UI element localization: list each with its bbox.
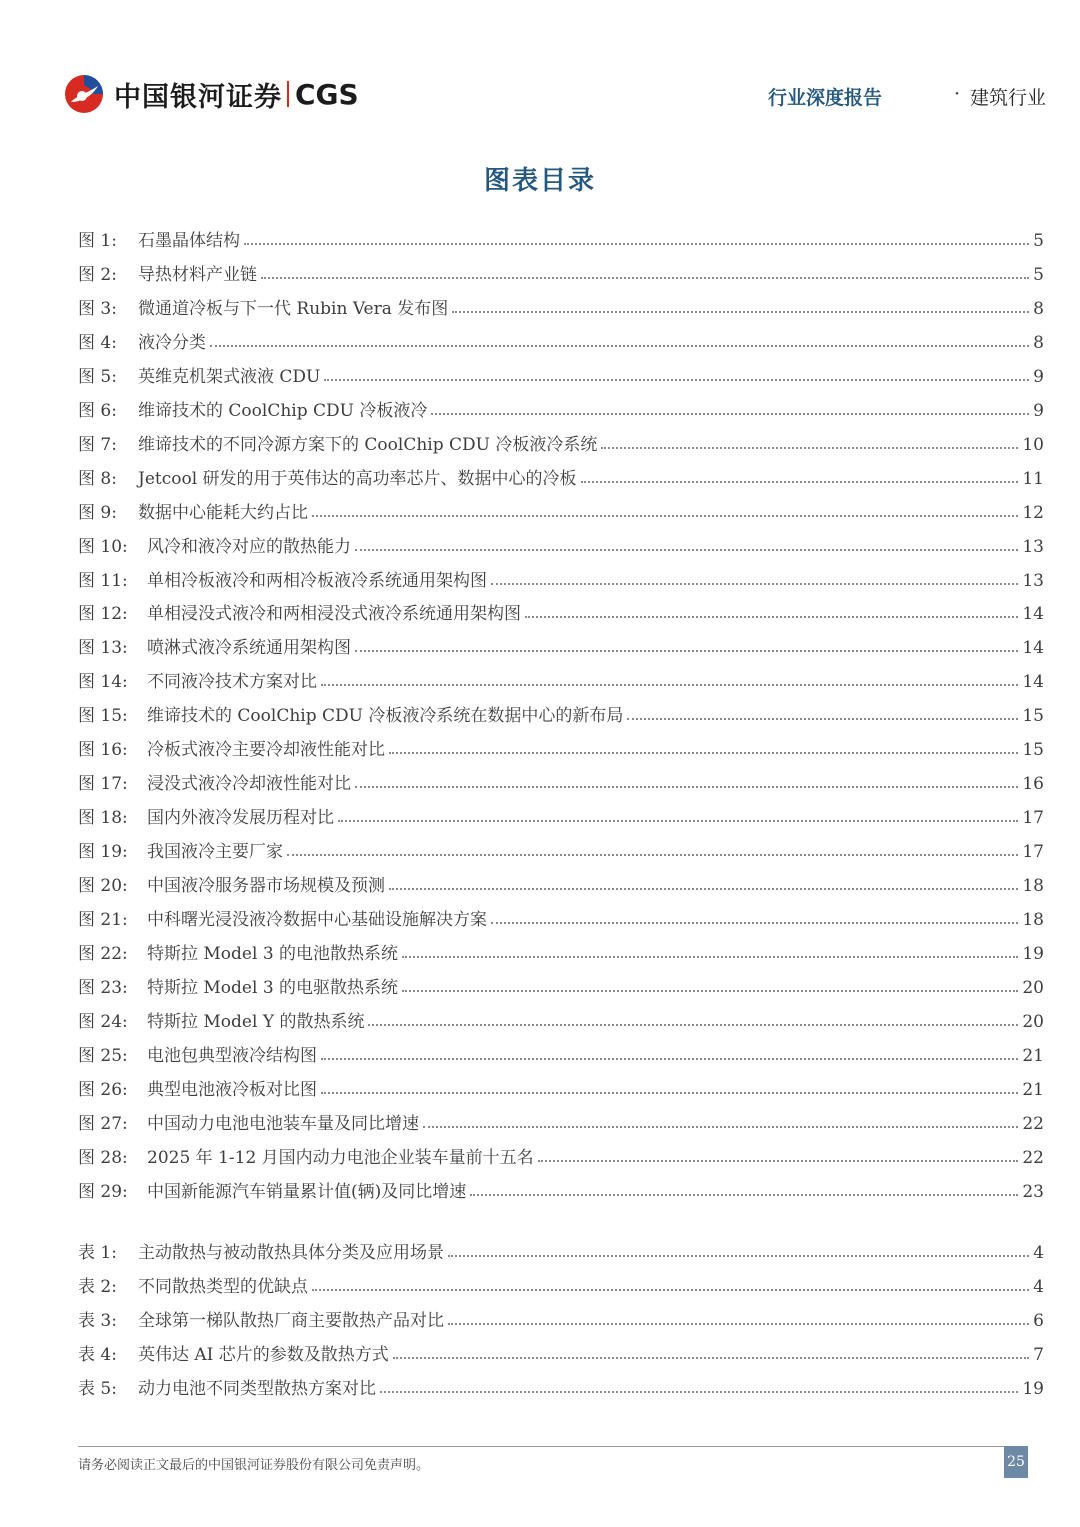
entry-page-number: 17 [1022,842,1044,863]
entry-title: 中科曙光浸没液冷数据中心基础设施解决方案 [147,910,487,930]
entry-page-number: 23 [1022,1181,1044,1202]
entry-label: 图 7: [78,434,117,455]
entry-title: 风冷和液冷对应的散热能力 [147,536,351,557]
entry-label: 图 10: [78,536,128,557]
figure-entry[interactable] [78,327,1044,353]
figure-entry[interactable] [78,531,1044,557]
entry-label: 图 19: [78,842,128,863]
dot-leader [538,1160,1019,1162]
entry-page-number: 19 [1022,1379,1044,1399]
entry-page-number: 6 [1033,1311,1044,1331]
dot-leader [491,583,1018,585]
entry-page-number: 9 [1033,400,1044,421]
entry-title: 特斯拉 Model 3 的电驱散热系统 [147,977,399,998]
entry-label: 图 4: [78,332,117,353]
entry-label: 图 9: [78,502,117,523]
figure-entry[interactable] [78,938,1044,964]
entry-label: 图 8: [78,468,117,489]
industry-name: 建筑行业 [970,87,1047,109]
entry-page-number: 19 [1022,943,1044,964]
entry-label: 图 24: [78,1011,128,1032]
figure-entry[interactable] [78,395,1044,421]
entry-label: 图 23: [78,977,128,998]
entry-title: 喷淋式液冷系统通用架构图 [147,638,351,659]
entry-label: 图 15: [78,706,128,727]
dot-leader [324,379,1029,381]
header-separator: · [954,83,961,105]
entry-page-number: 14 [1022,604,1044,625]
entry-label: 表 1: [78,1243,117,1263]
dot-leader [601,447,1018,449]
figure-entry[interactable] [78,1176,1044,1202]
entry-page-number: 4 [1033,1277,1044,1297]
figure-entry[interactable] [78,1074,1044,1100]
dot-leader [321,684,1018,686]
entry-label: 图 28: [78,1147,128,1168]
entry-title: 不同散热类型的优缺点 [138,1277,308,1297]
dot-leader [261,277,1029,279]
report-type: 行业深度报告 [768,87,883,109]
table-entry[interactable] [78,1305,1044,1331]
entry-title: 动力电池不同类型散热方案对比 [138,1379,376,1399]
entry-page-number: 11 [1022,468,1044,489]
entry-title: 中国新能源汽车销量累计值(辆)及同比增速 [147,1181,467,1202]
entry-label: 图 22: [78,943,128,964]
dot-leader [402,956,1018,958]
entry-title: 英伟达 AI 芯片的参数及散热方式 [138,1345,389,1365]
entry-title: 中国动力电池电池装车量及同比增速 [147,1113,419,1134]
entry-title: 全球第一梯队散热厂商主要散热产品对比 [138,1311,444,1331]
entry-title: 石墨晶体结构 [138,231,240,251]
dot-leader [423,1126,1018,1128]
brand-name-en: CGS [295,77,359,111]
figure-entry[interactable] [78,666,1044,692]
figure-entry[interactable] [78,768,1044,794]
dot-leader [355,650,1018,652]
entry-page-number: 17 [1022,808,1044,829]
page-header [62,70,1047,122]
entry-page-number: 22 [1022,1147,1044,1168]
entry-page-number: 18 [1022,910,1044,930]
entry-title: 浸没式液冷冷却液性能对比 [147,774,351,795]
entry-page-number: 7 [1033,1345,1044,1365]
entry-title: 维谛技术的 CoolChip CDU 冷板液冷系统在数据中心的新布局 [147,706,624,727]
entry-label: 表 5: [78,1379,117,1399]
entry-title: 电池包典型液冷结构图 [147,1045,317,1066]
entry-title: 特斯拉 Model Y 的散热系统 [147,1011,365,1032]
figure-entry[interactable] [78,463,1044,489]
figure-entry[interactable] [78,1142,1044,1168]
table-entry[interactable] [78,1373,1044,1399]
entry-page-number: 12 [1022,502,1044,523]
entry-title: 特斯拉 Model 3 的电池散热系统 [147,943,399,964]
dot-leader [368,1024,1018,1026]
entry-label: 图 11: [78,570,128,591]
dot-leader [448,1255,1029,1257]
dot-leader [431,413,1029,415]
dot-leader [452,311,1029,313]
entry-label: 图 6: [78,400,117,421]
entry-page-number: 8 [1033,332,1044,353]
entry-title: 单相冷板液冷和两相冷板液冷系统通用架构图 [147,570,487,591]
entry-page-number: 13 [1022,536,1044,557]
entry-page-number: 22 [1022,1113,1044,1134]
figure-entry[interactable] [78,225,1044,251]
dot-leader [312,1289,1029,1291]
figure-entry[interactable] [78,734,1044,760]
entry-title: 中国液冷服务器市场规模及预测 [147,876,385,897]
entry-page-number: 18 [1022,876,1044,897]
entry-title: 英维克机架式液液 CDU [138,366,321,387]
entry-label: 图 20: [78,876,128,897]
dot-leader [321,1092,1018,1094]
dot-leader [287,854,1018,856]
entry-page-number: 5 [1033,264,1044,285]
entry-label: 图 17: [78,774,128,795]
figure-entry[interactable] [78,293,1044,319]
entry-label: 图 5: [78,366,117,387]
dot-leader [402,990,1018,992]
entry-label: 图 26: [78,1079,128,1100]
dot-leader [355,549,1018,551]
dot-leader [210,345,1029,347]
entry-label: 图 18: [78,808,128,829]
entry-page-number: 4 [1033,1243,1044,1263]
entry-page-number: 5 [1033,231,1044,251]
figure-entry[interactable] [78,565,1044,591]
dot-leader [312,515,1018,517]
logo-emblem-icon [62,72,106,116]
entry-page-number: 16 [1022,774,1044,795]
dot-leader [338,820,1018,822]
dot-leader [389,888,1018,890]
table-entry[interactable] [78,1237,1044,1263]
entry-label: 表 4: [78,1345,117,1365]
entry-title: 维谛技术的 CoolChip CDU 冷板液冷 [138,400,428,421]
brand-divider [287,81,289,107]
dot-leader [525,616,1018,618]
brand-name-cn: 中国银河证券 [114,81,282,113]
entry-title: 不同液冷技术方案对比 [147,672,317,693]
dot-leader [581,481,1019,483]
entry-label: 图 29: [78,1181,128,1202]
entry-title: 数据中心能耗大约占比 [138,502,308,523]
entry-label: 图 21: [78,910,128,930]
figure-entry[interactable] [78,1108,1044,1134]
figure-entry[interactable] [78,972,1044,998]
entry-title: 典型电池液冷板对比图 [147,1079,317,1100]
entry-page-number: 8 [1033,298,1044,319]
entry-title: 液冷分类 [138,332,206,353]
dot-leader [244,243,1029,245]
entry-title: 2025 年 1-12 月国内动力电池企业装车量前十五名 [147,1147,534,1168]
company-logo [62,72,359,116]
figure-entry[interactable] [78,700,1044,726]
entry-page-number: 15 [1022,706,1044,727]
dot-leader [321,1058,1018,1060]
dot-leader [380,1391,1018,1393]
table-entry[interactable] [78,1271,1044,1297]
entry-title: 维谛技术的不同冷源方案下的 CoolChip CDU 冷板液冷系统 [138,434,598,455]
entry-title: Jetcool 研发的用于英伟达的高功率芯片、数据中心的冷板 [138,468,577,489]
figure-entry[interactable] [78,259,1044,285]
figure-entry[interactable] [78,1006,1044,1032]
figure-entry[interactable] [78,870,1044,896]
entry-label: 图 14: [78,672,128,693]
dot-leader [627,718,1018,720]
entry-title: 微通道冷板与下一代 Rubin Vera 发布图 [138,298,449,319]
table-entry[interactable] [78,1339,1044,1365]
figure-entry[interactable] [78,598,1044,624]
figure-entry[interactable] [78,361,1044,387]
entry-page-number: 9 [1033,366,1044,387]
page-number-badge: 25 [1004,1446,1028,1478]
dot-leader [470,1194,1018,1196]
entry-title: 冷板式液冷主要冷却液性能对比 [147,740,385,761]
entry-page-number: 21 [1022,1045,1044,1066]
entry-label: 表 3: [78,1311,117,1331]
figure-entry[interactable] [78,802,1044,828]
entry-title: 国内外液冷发展历程对比 [147,808,334,829]
entry-title: 主动散热与被动散热具体分类及应用场景 [138,1243,444,1263]
entry-title: 我国液冷主要厂家 [147,842,283,863]
figure-entry[interactable] [78,497,1044,523]
dot-leader [389,752,1018,754]
dot-leader [393,1357,1029,1359]
figure-entry[interactable] [78,904,1044,930]
entry-title: 导热材料产业链 [138,264,257,285]
entry-page-number: 14 [1022,638,1044,659]
figure-entry[interactable] [78,429,1044,455]
entry-label: 图 2: [78,264,117,285]
entry-page-number: 14 [1022,672,1044,693]
entry-label: 图 3: [78,298,117,319]
entry-page-number: 10 [1022,434,1044,455]
entry-page-number: 13 [1022,570,1044,591]
entry-label: 图 27: [78,1113,128,1134]
footer-divider [78,1446,1004,1447]
entry-label: 表 2: [78,1277,117,1297]
entry-page-number: 20 [1022,977,1044,998]
entry-page-number: 15 [1022,740,1044,761]
entry-title: 单相浸没式液冷和两相浸没式液冷系统通用架构图 [147,604,521,625]
entry-label: 图 16: [78,740,128,761]
dot-leader [491,922,1018,924]
figure-entry[interactable] [78,632,1044,658]
entry-page-number: 20 [1022,1011,1044,1032]
page-title: 图表目录 [483,166,596,196]
figure-entry[interactable] [78,836,1044,862]
entry-label: 图 25: [78,1045,128,1066]
figure-entry[interactable] [78,1040,1044,1066]
entry-label: 图 13: [78,638,128,659]
footer-disclaimer: 请务必阅读正文最后的中国银河证券股份有限公司免责声明。 [78,1458,430,1473]
dot-leader [355,786,1018,788]
entry-label: 图 1: [78,231,117,251]
entry-label: 图 12: [78,604,128,625]
dot-leader [448,1323,1029,1325]
entry-page-number: 21 [1022,1079,1044,1100]
